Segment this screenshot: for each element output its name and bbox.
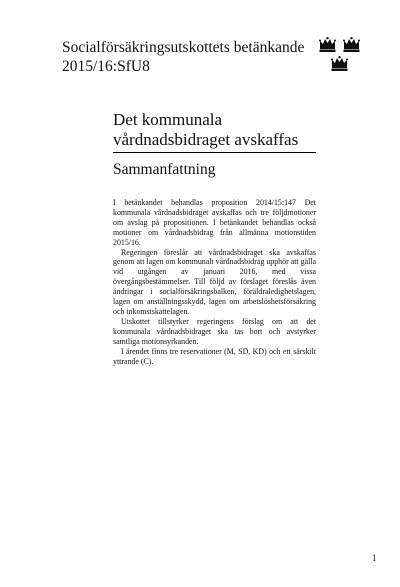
summary-body	[113, 198, 316, 366]
summary-paragraph: Regeringen föreslår att vårdnadsbidraget ska avskaffas genom att lagen om kommunalt vårdnadsbidrag upphör att gälla vid utgången av januari 2016, med vissa övergångsbestämmelser. Till följd av förslaget föreslås även ändringar i socialförsäkringsbalken, föräldraledighetslagen, lagen om anställningsskydd, lagen om arbetslöshetsförsäkring och inkomstskattelagen.	[113, 247, 316, 316]
summary-paragraph: I ärendet finns tre reservationer (M, SD, KD) och ett särskilt yttrande (C).	[113, 346, 316, 366]
report-number: 2015/16:SfU8	[62, 58, 150, 75]
committee-report-label: Socialförsäkringsutskottets betänkande	[62, 39, 305, 56]
title-divider	[113, 152, 316, 153]
three-crowns-icon	[318, 36, 362, 74]
document-title: Det kommunala vårdnadsbidraget avskaffas	[113, 110, 299, 149]
page-number: 1	[372, 553, 377, 563]
document-header	[62, 38, 305, 76]
summary-paragraph: I betänkandet behandlas proposition 2014/15:147 Det kommunala vårdnadsbidraget avskaffas och tre följdmotioner om avslag på propositionen. I betänkandet behandlas också motioner om vårdnadsbidrag från allmänna motionstiden 2015/16.	[113, 198, 316, 247]
summary-heading: Sammanfattning	[113, 161, 216, 178]
summary-paragraph: Utskottet tillstyrker regeringens förslag om att det kommunala vårdnadsbidraget ska tas bort och avstyrker samtliga motionsyrkanden.	[113, 316, 316, 346]
